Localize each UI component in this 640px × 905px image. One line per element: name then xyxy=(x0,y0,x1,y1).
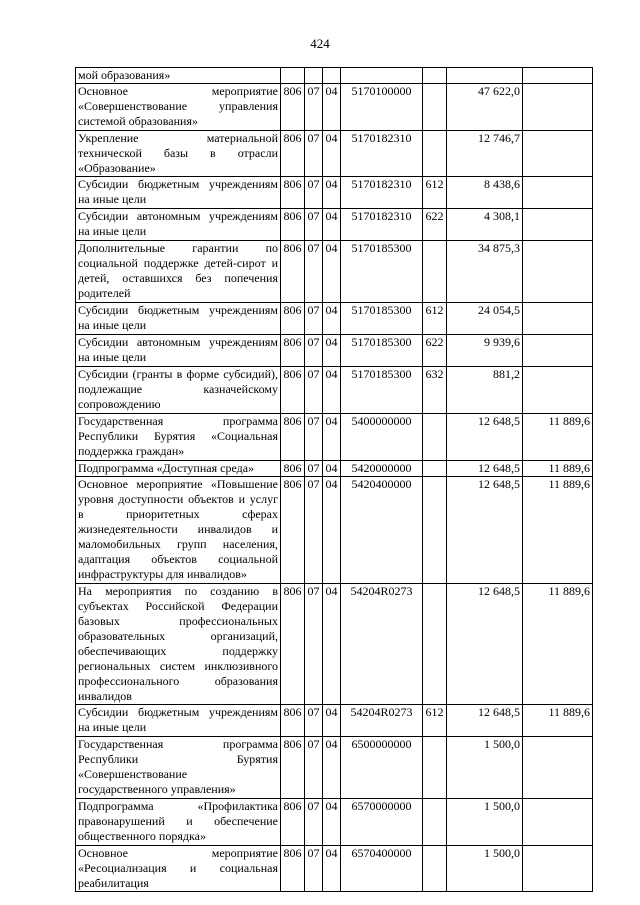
row-description: Субсидии автономным учреждениям на иные цели xyxy=(76,335,281,367)
amount-year-1: 12 746,7 xyxy=(447,131,523,177)
ved-code: 806 xyxy=(281,84,305,131)
expense-type-code: 612 xyxy=(423,705,447,737)
subsection-code: 04 xyxy=(323,477,341,584)
target-article-code: 6500000000 xyxy=(341,737,423,799)
subsection-code: 04 xyxy=(323,414,341,461)
amount-year-2: 11 889,6 xyxy=(523,477,593,584)
section-code: 07 xyxy=(305,84,323,131)
expense-type-code xyxy=(423,584,447,705)
amount-year-2: 11 889,6 xyxy=(523,705,593,737)
section-code: 07 xyxy=(305,461,323,477)
expense-type-code xyxy=(423,737,447,799)
amount-year-2 xyxy=(523,241,593,303)
target-article-code: 6570400000 xyxy=(341,846,423,892)
target-article-code: 5170185300 xyxy=(341,335,423,367)
table-row xyxy=(76,241,593,303)
budget-table xyxy=(75,67,593,892)
subsection-code: 04 xyxy=(323,461,341,477)
subsection-code: 04 xyxy=(323,209,341,241)
table-row xyxy=(76,177,593,209)
target-article-code: 5420000000 xyxy=(341,461,423,477)
section-code: 07 xyxy=(305,799,323,846)
table-row xyxy=(76,68,593,84)
ved-code: 806 xyxy=(281,584,305,705)
ved-code: 806 xyxy=(281,461,305,477)
section-code: 07 xyxy=(305,737,323,799)
subsection-code: 04 xyxy=(323,241,341,303)
amount-year-2 xyxy=(523,367,593,414)
section-code: 07 xyxy=(305,177,323,209)
section-code: 07 xyxy=(305,705,323,737)
amount-year-2 xyxy=(523,209,593,241)
amount-year-2: 11 889,6 xyxy=(523,461,593,477)
table-row xyxy=(76,84,593,131)
amount-year-1: 881,2 xyxy=(447,367,523,414)
expense-type-code: 612 xyxy=(423,177,447,209)
expense-type-code xyxy=(423,414,447,461)
subsection-code: 04 xyxy=(323,131,341,177)
expense-type-code xyxy=(423,84,447,131)
ved-code: 806 xyxy=(281,367,305,414)
section-code: 07 xyxy=(305,846,323,892)
row-description: Основное мероприятие «Ресоциализация и социальная реабилитация xyxy=(76,846,281,892)
target-article-code: 5170182310 xyxy=(341,131,423,177)
amount-year-1: 12 648,5 xyxy=(447,461,523,477)
section-code: 07 xyxy=(305,209,323,241)
expense-type-code: 632 xyxy=(423,367,447,414)
amount-year-2 xyxy=(523,84,593,131)
amount-year-1: 1 500,0 xyxy=(447,799,523,846)
subsection-code: 04 xyxy=(323,584,341,705)
target-article-code: 5170100000 xyxy=(341,84,423,131)
row-description: На мероприятия по созданию в субъектах Российской Федерации базовых профессиональных образовательных организаций, обеспечивающих поддержку региональных систем инклюзивного профессионального образования инвалидов xyxy=(76,584,281,705)
expense-type-code xyxy=(423,461,447,477)
table-row xyxy=(76,584,593,705)
target-article-code: 5170182310 xyxy=(341,209,423,241)
ved-code: 806 xyxy=(281,131,305,177)
row-description: Основное мероприятие «Повышение уровня доступности объектов и услуг в приоритетных сферах жизнедеятельности инвалидов и маломобильных групп населения, адаптация объектов социальной инфраструктуры для инвалидов» xyxy=(76,477,281,584)
section-code: 07 xyxy=(305,131,323,177)
amount-year-1: 4 308,1 xyxy=(447,209,523,241)
amount-year-2: 11 889,6 xyxy=(523,584,593,705)
section-code: 07 xyxy=(305,367,323,414)
amount-year-1: 8 438,6 xyxy=(447,177,523,209)
section-code: 07 xyxy=(305,335,323,367)
ved-code: 806 xyxy=(281,335,305,367)
subsection-code xyxy=(323,68,341,84)
section-code: 07 xyxy=(305,414,323,461)
table-row xyxy=(76,799,593,846)
amount-year-2 xyxy=(523,177,593,209)
table-row xyxy=(76,367,593,414)
row-description: Субсидии бюджетным учреждениям на иные цели xyxy=(76,303,281,335)
table-row xyxy=(76,414,593,461)
page-number: 424 xyxy=(310,36,330,51)
section-code: 07 xyxy=(305,477,323,584)
row-description: Подпрограмма «Профилактика правонарушений и обеспечение общественного порядка» xyxy=(76,799,281,846)
row-description: Основное мероприятие «Совершенствование управления системой образования» xyxy=(76,84,281,131)
expense-type-code xyxy=(423,241,447,303)
row-description: Государственная программа Республики Бурятия «Социальная поддержка граждан» xyxy=(76,414,281,461)
row-description: Дополнительные гарантии по социальной поддержке детей-сирот и детей, оставшихся без попечения родителей xyxy=(76,241,281,303)
ved-code: 806 xyxy=(281,209,305,241)
amount-year-1: 1 500,0 xyxy=(447,846,523,892)
section-code: 07 xyxy=(305,303,323,335)
amount-year-2 xyxy=(523,799,593,846)
ved-code: 806 xyxy=(281,737,305,799)
amount-year-1: 24 054,5 xyxy=(447,303,523,335)
row-description: Субсидии бюджетным учреждениям на иные цели xyxy=(76,705,281,737)
target-article-code: 5170182310 xyxy=(341,177,423,209)
target-article-code xyxy=(341,68,423,84)
ved-code: 806 xyxy=(281,477,305,584)
amount-year-2 xyxy=(523,303,593,335)
row-description: Укрепление материальной технической базы в отрасли «Образование» xyxy=(76,131,281,177)
target-article-code: 5170185300 xyxy=(341,241,423,303)
row-description: Субсидии (гранты в форме субсидий), подлежащие казначейскому сопровождению xyxy=(76,367,281,414)
table-row xyxy=(76,131,593,177)
subsection-code: 04 xyxy=(323,367,341,414)
amount-year-1 xyxy=(447,68,523,84)
amount-year-2 xyxy=(523,846,593,892)
amount-year-1: 9 939,6 xyxy=(447,335,523,367)
row-description: Подпрограмма «Доступная среда» xyxy=(76,461,281,477)
section-code xyxy=(305,68,323,84)
target-article-code: 5170185300 xyxy=(341,303,423,335)
subsection-code: 04 xyxy=(323,335,341,367)
ved-code: 806 xyxy=(281,799,305,846)
table-row xyxy=(76,335,593,367)
amount-year-1: 34 875,3 xyxy=(447,241,523,303)
subsection-code: 04 xyxy=(323,705,341,737)
section-code: 07 xyxy=(305,241,323,303)
row-description: Субсидии автономным учреждениям на иные цели xyxy=(76,209,281,241)
expense-type-code: 622 xyxy=(423,335,447,367)
amount-year-1: 1 500,0 xyxy=(447,737,523,799)
target-article-code: 5170185300 xyxy=(341,367,423,414)
section-code: 07 xyxy=(305,584,323,705)
expense-type-code xyxy=(423,477,447,584)
subsection-code: 04 xyxy=(323,84,341,131)
ved-code: 806 xyxy=(281,177,305,209)
expense-type-code xyxy=(423,846,447,892)
target-article-code: 5420400000 xyxy=(341,477,423,584)
table-row xyxy=(76,737,593,799)
amount-year-1: 47 622,0 xyxy=(447,84,523,131)
target-article-code: 5400000000 xyxy=(341,414,423,461)
amount-year-1: 12 648,5 xyxy=(447,584,523,705)
row-description: Государственная программа Республики Бурятия «Совершенствование государственного управления» xyxy=(76,737,281,799)
expense-type-code: 622 xyxy=(423,209,447,241)
subsection-code: 04 xyxy=(323,846,341,892)
table-row xyxy=(76,705,593,737)
subsection-code: 04 xyxy=(323,177,341,209)
amount-year-2 xyxy=(523,335,593,367)
expense-type-code xyxy=(423,799,447,846)
table-row xyxy=(76,209,593,241)
ved-code: 806 xyxy=(281,705,305,737)
target-article-code: 54204R0273 xyxy=(341,584,423,705)
amount-year-2 xyxy=(523,737,593,799)
amount-year-1: 12 648,5 xyxy=(447,705,523,737)
expense-type-code xyxy=(423,131,447,177)
row-description: Субсидии бюджетным учреждениям на иные цели xyxy=(76,177,281,209)
amount-year-1: 12 648,5 xyxy=(447,477,523,584)
table-row xyxy=(76,846,593,892)
table-row xyxy=(76,303,593,335)
row-description: мой образования» xyxy=(76,68,281,84)
ved-code: 806 xyxy=(281,414,305,461)
expense-type-code: 612 xyxy=(423,303,447,335)
subsection-code: 04 xyxy=(323,799,341,846)
subsection-code: 04 xyxy=(323,303,341,335)
ved-code xyxy=(281,68,305,84)
amount-year-2 xyxy=(523,131,593,177)
amount-year-2: 11 889,6 xyxy=(523,414,593,461)
expense-type-code xyxy=(423,68,447,84)
ved-code: 806 xyxy=(281,303,305,335)
target-article-code: 6570000000 xyxy=(341,799,423,846)
ved-code: 806 xyxy=(281,241,305,303)
ved-code: 806 xyxy=(281,846,305,892)
table-row xyxy=(76,477,593,584)
subsection-code: 04 xyxy=(323,737,341,799)
amount-year-1: 12 648,5 xyxy=(447,414,523,461)
target-article-code: 54204R0273 xyxy=(341,705,423,737)
table-row xyxy=(76,461,593,477)
amount-year-2 xyxy=(523,68,593,84)
